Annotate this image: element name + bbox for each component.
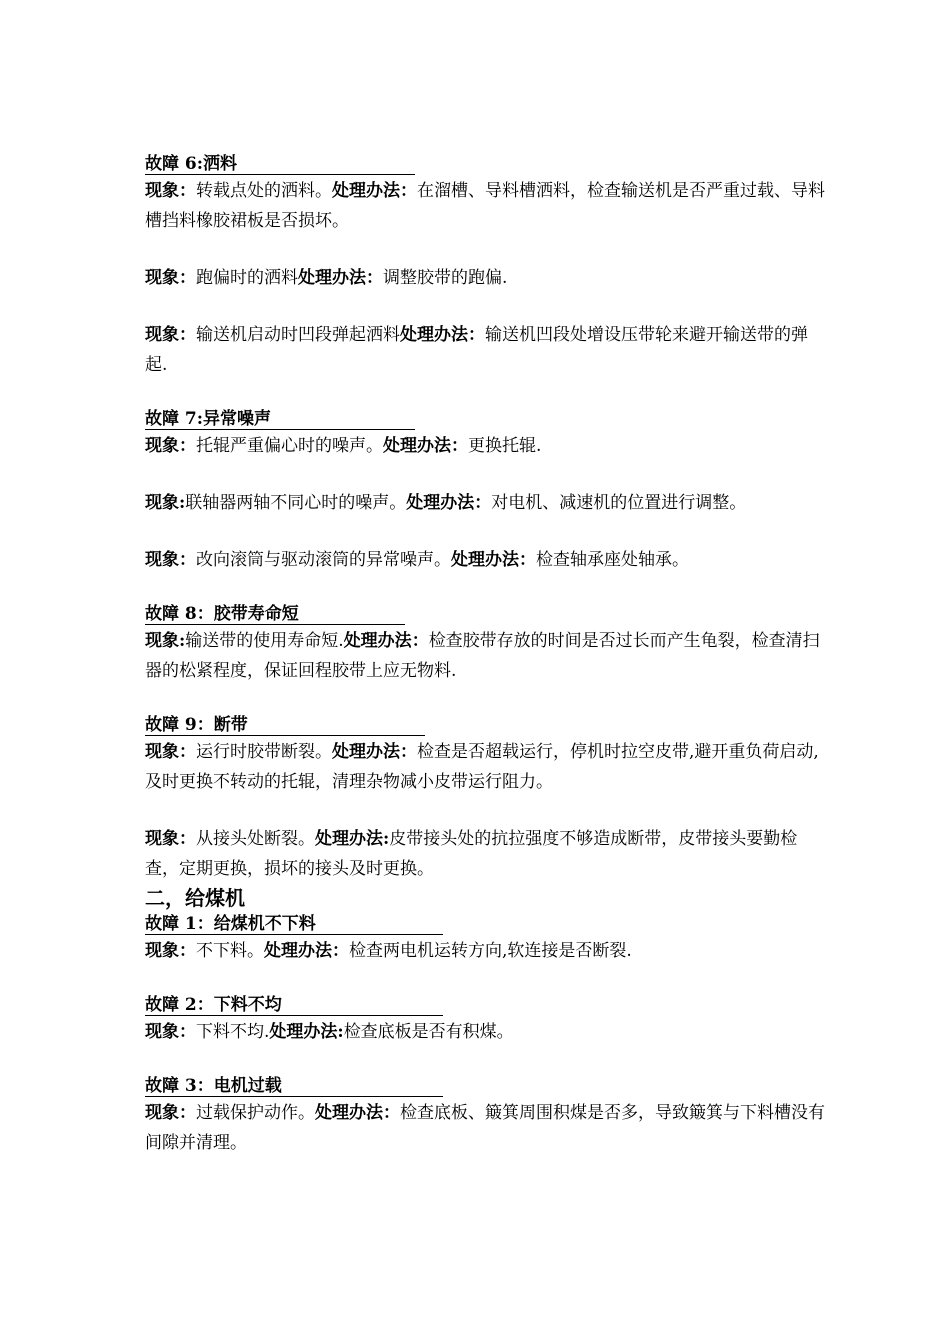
feeder-fault-1-entry-1 (145, 936, 825, 966)
phenomenon-text: 下料不均. (196, 1022, 270, 1042)
phenomenon-colon: ： (179, 268, 196, 288)
method-text: 检查胶带存放的时间是否过长而产生龟裂，检查清扫器的松紧程度，保证回程胶带上应无物料. (145, 631, 820, 681)
fault-7-entry-2 (145, 488, 825, 518)
method-text: 检查两电机运转方向,软连接是否断裂. (349, 941, 632, 961)
heading-underline (145, 1015, 443, 1016)
method-label: 处理办法 (264, 941, 332, 961)
phenomenon-label: 现象 (145, 268, 179, 288)
method-colon: ： (366, 268, 383, 288)
fault-9-title: 故障 9：断带 (145, 715, 248, 735)
phenomenon-label: 现象 (145, 1022, 179, 1042)
phenomenon-colon: ： (179, 181, 196, 201)
phenomenon-text: 输送机启动时凹段弹起洒料 (196, 325, 400, 345)
heading-underline (145, 174, 415, 175)
feeder-fault-3-title: 故障 3：电机过载 (145, 1076, 282, 1096)
fault-6-entry-2 (145, 263, 825, 293)
phenomenon-colon: ： (179, 1103, 196, 1123)
method-text: 检查底板是否有积煤。 (343, 1022, 514, 1042)
heading-underline (145, 735, 425, 736)
phenomenon-colon: ： (179, 1022, 196, 1042)
phenomenon-colon: ： (179, 742, 196, 762)
method-colon: ： (468, 325, 485, 345)
phenomenon-text: 托辊严重偏心时的噪声。 (196, 436, 383, 456)
method-label: 处理办法 (332, 742, 400, 762)
method-text: 输送机凹段处增设压带轮来避开输送带的弹起. (145, 325, 808, 375)
fault-9-entry-1 (145, 737, 825, 797)
fault-7-entry-1 (145, 431, 825, 461)
phenomenon-label: 现象 (145, 829, 179, 849)
document-page (145, 152, 825, 1158)
phenomenon-colon: ： (179, 829, 196, 849)
phenomenon-label: 现象 (145, 1103, 179, 1123)
phenomenon-colon: : (179, 631, 186, 651)
method-colon: ： (400, 181, 417, 201)
phenomenon-text: 输送带的使用寿命短. (185, 631, 344, 651)
phenomenon-text: 改向滚筒与驱动滚筒的异常噪声。 (196, 550, 451, 570)
method-text: 检查是否超载运行，停机时拉空皮带,避开重负荷启动,及时更换不转动的托辊，清理杂物减小皮带运行阻力。 (145, 742, 819, 792)
fault-8-entry-1 (145, 626, 825, 686)
method-label: 处理办法 (406, 493, 475, 513)
method-label: 处理办法 (332, 181, 400, 201)
fault-9-heading (145, 713, 825, 737)
method-text: 检查轴承座处轴承。 (536, 550, 689, 570)
method-colon: ： (474, 493, 492, 513)
method-label: 处理办法 (298, 268, 366, 288)
fault-6-title: 故障 6:洒料 (145, 154, 238, 174)
phenomenon-label: 现象 (145, 493, 179, 513)
feeder-fault-1-title: 故障 1：给煤机不下料 (145, 914, 316, 934)
phenomenon-label: 现象 (145, 550, 179, 570)
heading-underline (145, 624, 405, 625)
method-label: 处理办法 (451, 550, 519, 570)
method-label: 处理办法 (315, 1103, 383, 1123)
section-heading: 二，给煤机 (145, 886, 245, 910)
fault-7-entry-3 (145, 545, 825, 575)
method-text: 在溜槽、导料槽洒料，检查输送机是否严重过载、导料槽挡料橡胶裙板是否损坏。 (145, 181, 825, 231)
heading-underline (145, 934, 443, 935)
phenomenon-text: 跑偏时的洒料 (196, 268, 298, 288)
feeder-fault-2-entry-1 (145, 1017, 825, 1047)
phenomenon-colon: ： (179, 436, 196, 456)
method-label: 处理办法 (383, 436, 451, 456)
method-label: 处理办法 (315, 829, 383, 849)
phenomenon-text: 运行时胶带断裂。 (196, 742, 332, 762)
feeder-fault-2-heading (145, 993, 825, 1017)
method-colon: ： (451, 436, 468, 456)
method-colon: ： (400, 742, 417, 762)
phenomenon-label: 现象 (145, 941, 179, 961)
method-text: 检查底板、簸箕周围积煤是否多，导致簸箕与下料槽没有间隙并清理。 (145, 1103, 825, 1153)
phenomenon-colon: ： (179, 550, 196, 570)
phenomenon-text: 转载点处的洒料。 (196, 181, 332, 201)
method-colon: ： (332, 941, 349, 961)
phenomenon-colon: : (179, 493, 186, 513)
method-label: 处理办法 (269, 1022, 338, 1042)
fault-6-heading (145, 152, 825, 176)
method-label: 处理办法 (343, 631, 412, 651)
feeder-fault-2-title: 故障 2：下料不均 (145, 995, 282, 1015)
phenomenon-colon: ： (179, 325, 196, 345)
method-colon: : (383, 829, 390, 849)
phenomenon-label: 现象 (145, 181, 179, 201)
phenomenon-text: 从接头处断裂。 (196, 829, 315, 849)
method-text: 调整胶带的跑偏. (383, 268, 508, 288)
fault-8-heading (145, 602, 825, 626)
phenomenon-label: 现象 (145, 436, 179, 456)
method-colon: ： (519, 550, 536, 570)
heading-underline (145, 1096, 443, 1097)
method-label: 处理办法 (400, 325, 468, 345)
fault-6-entry-1 (145, 176, 825, 236)
phenomenon-text: 联轴器两轴不同心时的噪声。 (185, 493, 407, 513)
fault-6-entry-3 (145, 320, 825, 380)
fault-7-title: 故障 7:异常噪声 (145, 409, 272, 429)
method-text: 更换托辊. (468, 436, 542, 456)
phenomenon-colon: ： (179, 941, 196, 961)
feeder-fault-1-heading (145, 912, 825, 936)
fault-8-title: 故障 8：胶带寿命短 (145, 604, 299, 624)
phenomenon-label: 现象 (145, 742, 179, 762)
feeder-fault-3-heading (145, 1074, 825, 1098)
heading-underline (145, 429, 415, 430)
method-text: 对电机、减速机的位置进行调整。 (491, 493, 747, 513)
phenomenon-text: 不下料。 (196, 941, 264, 961)
feeder-fault-3-entry-1 (145, 1098, 825, 1158)
fault-9-entry-2 (145, 824, 825, 884)
method-colon: ： (383, 1103, 400, 1123)
method-text: 皮带接头处的抗拉强度不够造成断带，皮带接头要勤检查，定期更换，损坏的接头及时更换。 (145, 829, 798, 879)
fault-7-heading (145, 407, 825, 431)
method-colon: : (337, 1022, 344, 1042)
phenomenon-label: 现象 (145, 325, 179, 345)
phenomenon-text: 过载保护动作。 (196, 1103, 315, 1123)
phenomenon-label: 现象 (145, 631, 179, 651)
method-colon: ： (411, 631, 429, 651)
